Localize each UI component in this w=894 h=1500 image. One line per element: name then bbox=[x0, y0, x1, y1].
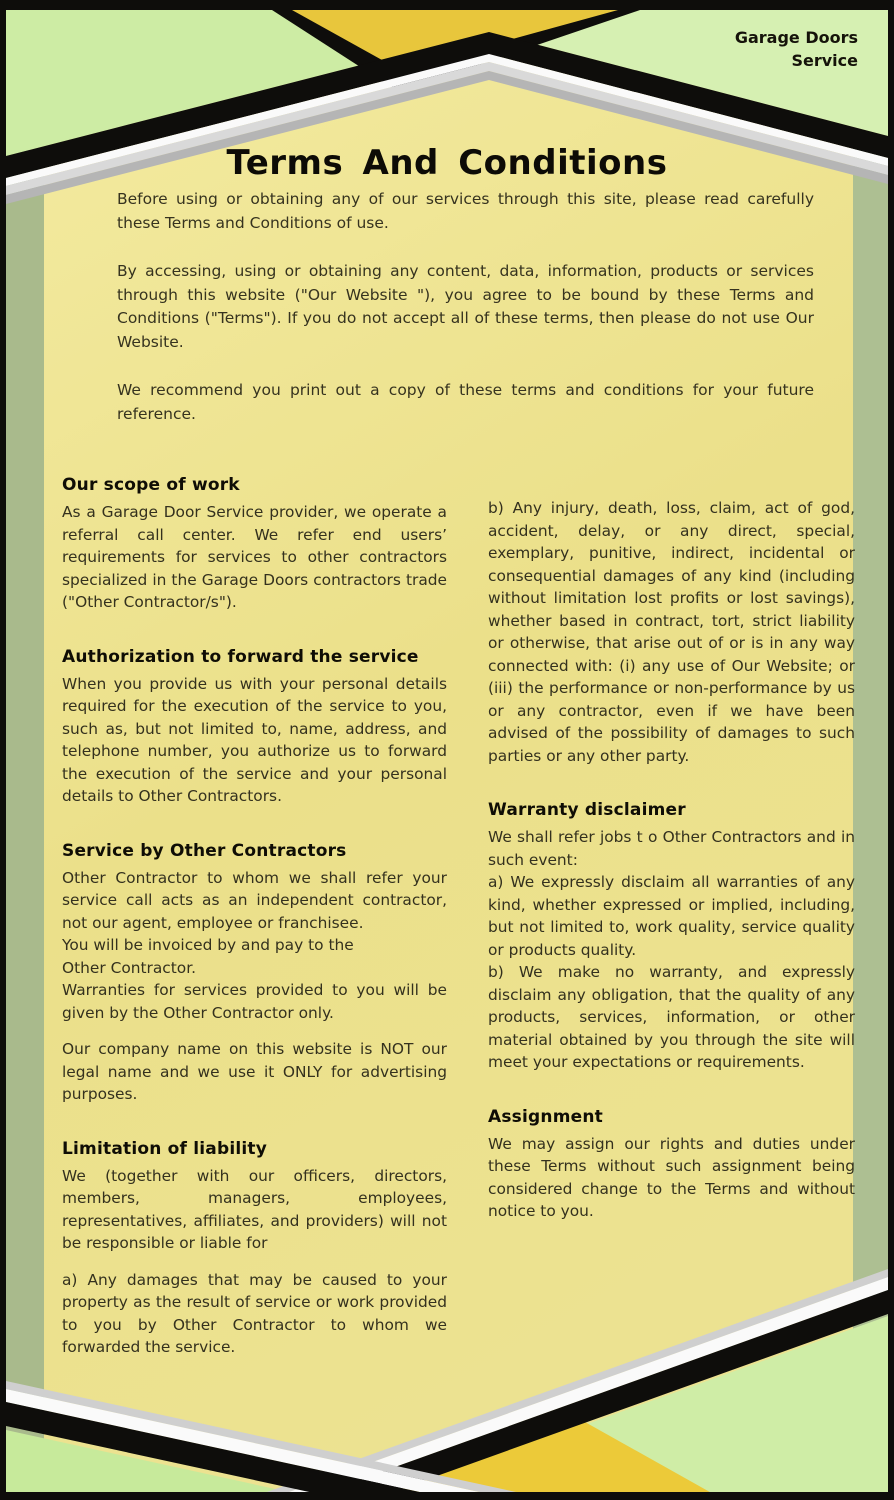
brand-line-2: Service bbox=[791, 51, 858, 70]
paragraph-line: b) We make no warranty, and expressly disclaim any obligation, that the quality of any products, services, information, or other material obtained by you through the site will meet your expectations or requirements. bbox=[488, 963, 855, 1071]
terms-section bbox=[62, 645, 447, 808]
section-paragraph bbox=[62, 867, 447, 1025]
terms-section bbox=[62, 1137, 447, 1359]
terms-section bbox=[488, 497, 855, 767]
section-paragraph bbox=[62, 501, 447, 614]
paragraph-line: a) We expressly disclaim all warranties of any kind, whether expressed or implied, including, but not limited to, work quality, service quality or products quality. bbox=[488, 873, 855, 959]
intro-block bbox=[117, 188, 814, 426]
section-paragraph bbox=[488, 497, 855, 767]
section-heading: Limitation of liability bbox=[62, 1138, 268, 1159]
intro-paragraph: Before using or obtaining any of our services through this site, please read carefully these Terms and Conditions of use. bbox=[117, 190, 814, 232]
paragraph-line: We (together with our officers, directors, members, managers, employees, representatives, affiliates, and providers) will not be responsible or liable for bbox=[62, 1166, 447, 1252]
paragraph-line: You will be invoiced by and pay to the bbox=[62, 936, 354, 954]
frame-border-bottom bbox=[0, 1492, 894, 1500]
paragraph-line: a) Any damages that may be caused to your property as the result of service or work provided to you by Other Contractor to whom we forwarded the service. bbox=[62, 1270, 447, 1356]
paragraph-line: Other Contractor. bbox=[62, 958, 197, 977]
section-heading: Assignment bbox=[488, 1106, 603, 1127]
terms-column-right bbox=[488, 497, 855, 1223]
paragraph-line: b) Any injury, death, loss, claim, act of god, accident, delay, or any direct, special, exemplary, punitive, indirect, incidental or consequential damages of any kind (including without limitation lost profits or lost savings), whether based in contract, tort, strict liability or otherwise, that arise out of or is in any way connected with: (i) any use of Our Website; or (iii) the performance or non-performance by us or any contractor, even if we have been advised of the possibility of damages to such parties or any other party. bbox=[488, 499, 855, 765]
terms-section bbox=[62, 839, 447, 1106]
section-paragraph bbox=[62, 1269, 447, 1359]
section-heading: Authorization to forward the service bbox=[62, 646, 419, 667]
paragraph-line: As a Garage Door Service provider, we operate a referral call center. We refer end users’ requirements for services to other contractors specialized in the Garage Doors contractors trade ("Other Contractor/s"). bbox=[62, 503, 447, 611]
terms-section bbox=[488, 1105, 855, 1223]
sage-strip-left bbox=[6, 150, 44, 1440]
intro-paragraph: By accessing, using or obtaining any content, data, information, products or services through this website ("Our Website "), you agree to be bound by these Terms and Conditions ("Terms"). If you do not accept all of these terms, then please do not use Our Website. bbox=[117, 262, 814, 351]
paragraph-line: When you provide us with your personal details required for the execution of the service to you, such as, but not limited to, name, address, and telephone number, you authorize us to forward the execution of the service and your personal details to Other Contractors. bbox=[62, 674, 447, 805]
paragraph-line: We shall refer jobs t o Other Contractors and in such event: bbox=[488, 828, 855, 869]
section-paragraph bbox=[62, 673, 447, 808]
intro-paragraph: We recommend you print out a copy of these terms and conditions for your future reference. bbox=[117, 381, 814, 423]
section-paragraph bbox=[488, 1133, 855, 1223]
brand-line-1: Garage Doors bbox=[734, 28, 858, 47]
terms-section bbox=[62, 473, 447, 614]
terms-section bbox=[488, 798, 855, 1074]
terms-column-left bbox=[62, 473, 447, 1359]
paragraph-line: Our company name on this website is NOT our legal name and we use it ONLY for advertising purposes. bbox=[62, 1040, 447, 1103]
section-heading: Our scope of work bbox=[62, 475, 240, 495]
page-title: Terms And Conditions bbox=[226, 142, 668, 183]
brand-name bbox=[638, 26, 858, 72]
section-heading: Warranty disclaimer bbox=[488, 800, 686, 820]
section-paragraph bbox=[488, 826, 855, 1074]
section-paragraph bbox=[62, 1165, 447, 1255]
section-paragraph bbox=[62, 1038, 447, 1106]
paragraph-line: We may assign our rights and duties under these Terms without such assignment being considered change to the Terms and without notice to you. bbox=[488, 1134, 855, 1220]
paragraph-line: Warranties for services provided to you will be given by the Other Contractor only. bbox=[62, 981, 447, 1022]
section-heading: Service by Other Contractors bbox=[62, 840, 347, 861]
paragraph-line: Other Contractor to whom we shall refer your service call acts as an independent contractor, not our agent, employee or franchisee. bbox=[62, 868, 447, 932]
sage-strip-right bbox=[853, 140, 888, 1380]
